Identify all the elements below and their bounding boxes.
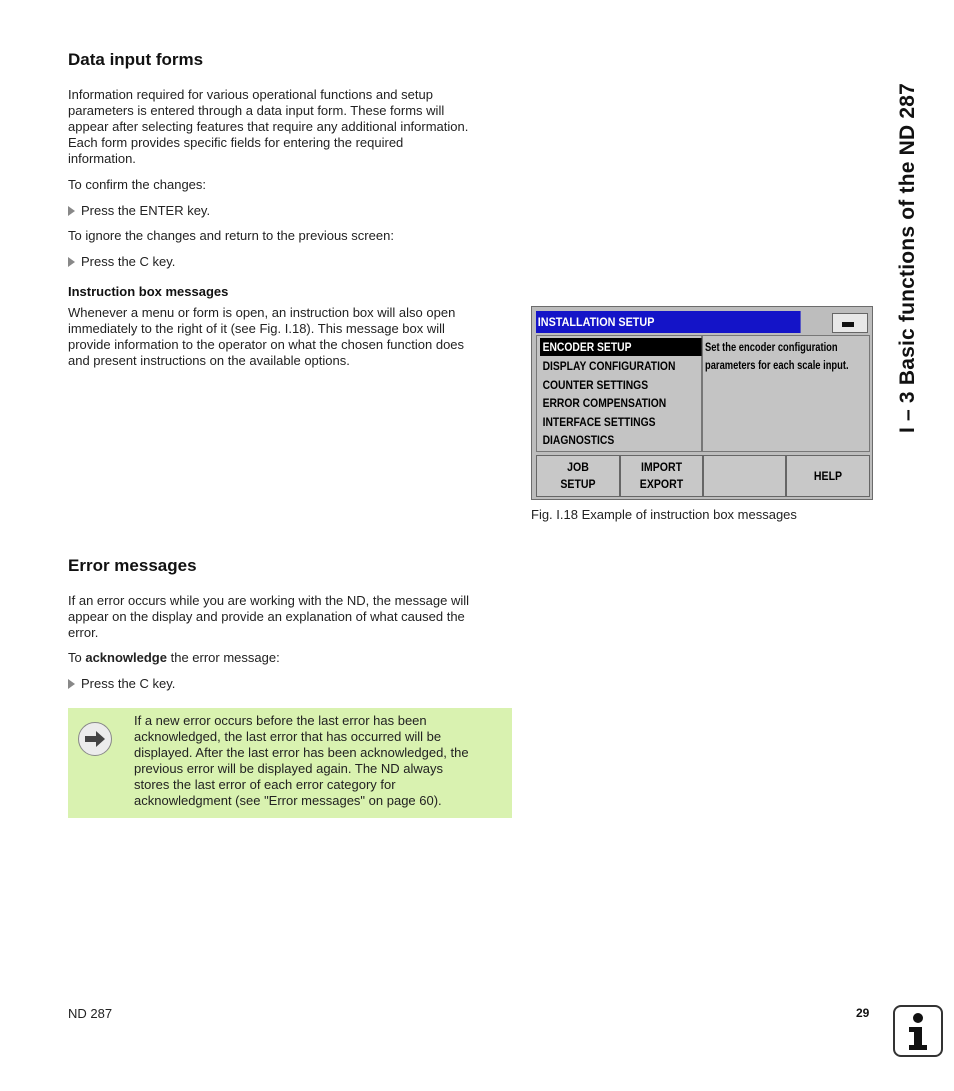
acknowledge-step (68, 676, 175, 692)
menu-item-display-configuration: DISPLAY CONFIGURATION (542, 359, 676, 373)
paragraph-line: Each form provides specific fields for entering the required (68, 135, 404, 150)
screen-status-indicator (832, 313, 868, 333)
section-heading-error-messages: Error messages (68, 556, 197, 575)
paragraph-line: and present instructions on the available options. (68, 353, 350, 368)
note-line: displayed. After the last error has been acknowledged, the (134, 745, 469, 760)
info-icon (893, 1005, 943, 1057)
menu-item-encoder-setup: ENCODER SETUP (540, 338, 702, 356)
ack-suffix: the error message: (166, 650, 280, 665)
menu-item-interface-settings: INTERFACE SETTINGS (542, 415, 656, 429)
softkey-label: EXPORT (639, 477, 684, 491)
bullet-arrow-icon (68, 206, 75, 216)
ack-bold: acknowledge (85, 650, 167, 665)
paragraph-line: Information required for various operational functions and setup (68, 87, 433, 102)
screen-title-bar: INSTALLATION SETUP (536, 311, 801, 333)
figure-caption: Fig. I.18 Example of instruction box messages (531, 507, 797, 522)
softkey-label: IMPORT (640, 460, 683, 474)
confirm-step (68, 203, 210, 219)
note-line: acknowledgment (see "Error messages" on page 60). (134, 793, 442, 808)
installation-setup-screen-figure (531, 306, 873, 500)
menu-item-counter-settings: COUNTER SETTINGS (542, 378, 649, 392)
note-line: stores the last error of each error category for (134, 777, 396, 792)
error-messages-paragraph (68, 593, 518, 641)
paragraph-line: If an error occurs while you are working with the ND, the message will (68, 593, 469, 608)
bullet-arrow-icon (68, 257, 75, 267)
softkey-empty (703, 455, 786, 497)
paragraph-line: appear after selecting features that require any additional information. (68, 119, 469, 134)
note-line: acknowledged, the last error that has occurred will be (134, 729, 442, 744)
ignore-step-text: Press the C key. (81, 254, 176, 269)
ignore-step (68, 254, 175, 270)
ack-prefix: To (68, 650, 86, 665)
page-number: 29 (856, 1006, 870, 1020)
softkey-import-export (620, 455, 703, 497)
softkey-job-setup (536, 455, 620, 497)
note-line: If a new error occurs before the last error has been (134, 713, 427, 728)
paragraph-line: appear on the display and provide an explanation of what caused the (68, 609, 465, 624)
note-text (134, 713, 506, 809)
bullet-arrow-icon (68, 679, 75, 689)
softkey-label: SETUP (560, 477, 596, 491)
paragraph-line: Whenever a menu or form is open, an instruction box will also open (68, 305, 456, 320)
paragraph-line: provide information to the operator on what the chosen function does (68, 337, 465, 352)
softkey-help (786, 455, 870, 497)
note-box (68, 708, 512, 818)
ignore-intro: To ignore the changes and return to the previous screen: (68, 228, 394, 243)
softkey-label: HELP (813, 468, 843, 483)
instruction-box-paragraph (68, 305, 518, 369)
paragraph-line: information. (68, 151, 136, 166)
acknowledge-intro (68, 650, 280, 666)
chapter-side-title: I – 3 Basic functions of the ND 287 (896, 82, 919, 434)
instruction-line: Set the encoder configuration (705, 340, 838, 354)
paragraph-line: error. (68, 625, 99, 640)
menu-item-diagnostics: DIAGNOSTICS (542, 433, 615, 447)
screen-instruction-box (702, 335, 870, 452)
note-line: previous error will be displayed again. The ND always (134, 761, 444, 776)
softkey-label: JOB (567, 460, 589, 474)
section-heading-data-input-forms: Data input forms (68, 50, 204, 69)
paragraph-line: immediately to the right of it (see Fig. I.18). This message box will (68, 321, 445, 336)
instruction-line: parameters for each scale input. (705, 358, 849, 372)
instruction-box-heading: Instruction box messages (68, 284, 229, 299)
ack-step-text: Press the C key. (81, 676, 176, 691)
data-input-paragraph (68, 87, 518, 167)
confirm-step-text: Press the ENTER key. (81, 203, 211, 218)
confirm-intro: To confirm the changes: (68, 177, 207, 192)
footer-product: ND 287 (68, 1006, 113, 1021)
arrow-right-icon (78, 722, 112, 756)
menu-item-error-compensation: ERROR COMPENSATION (542, 396, 667, 410)
paragraph-line: parameters is entered through a data input form. These forms will (68, 103, 445, 118)
screen-menu-list (536, 335, 702, 452)
